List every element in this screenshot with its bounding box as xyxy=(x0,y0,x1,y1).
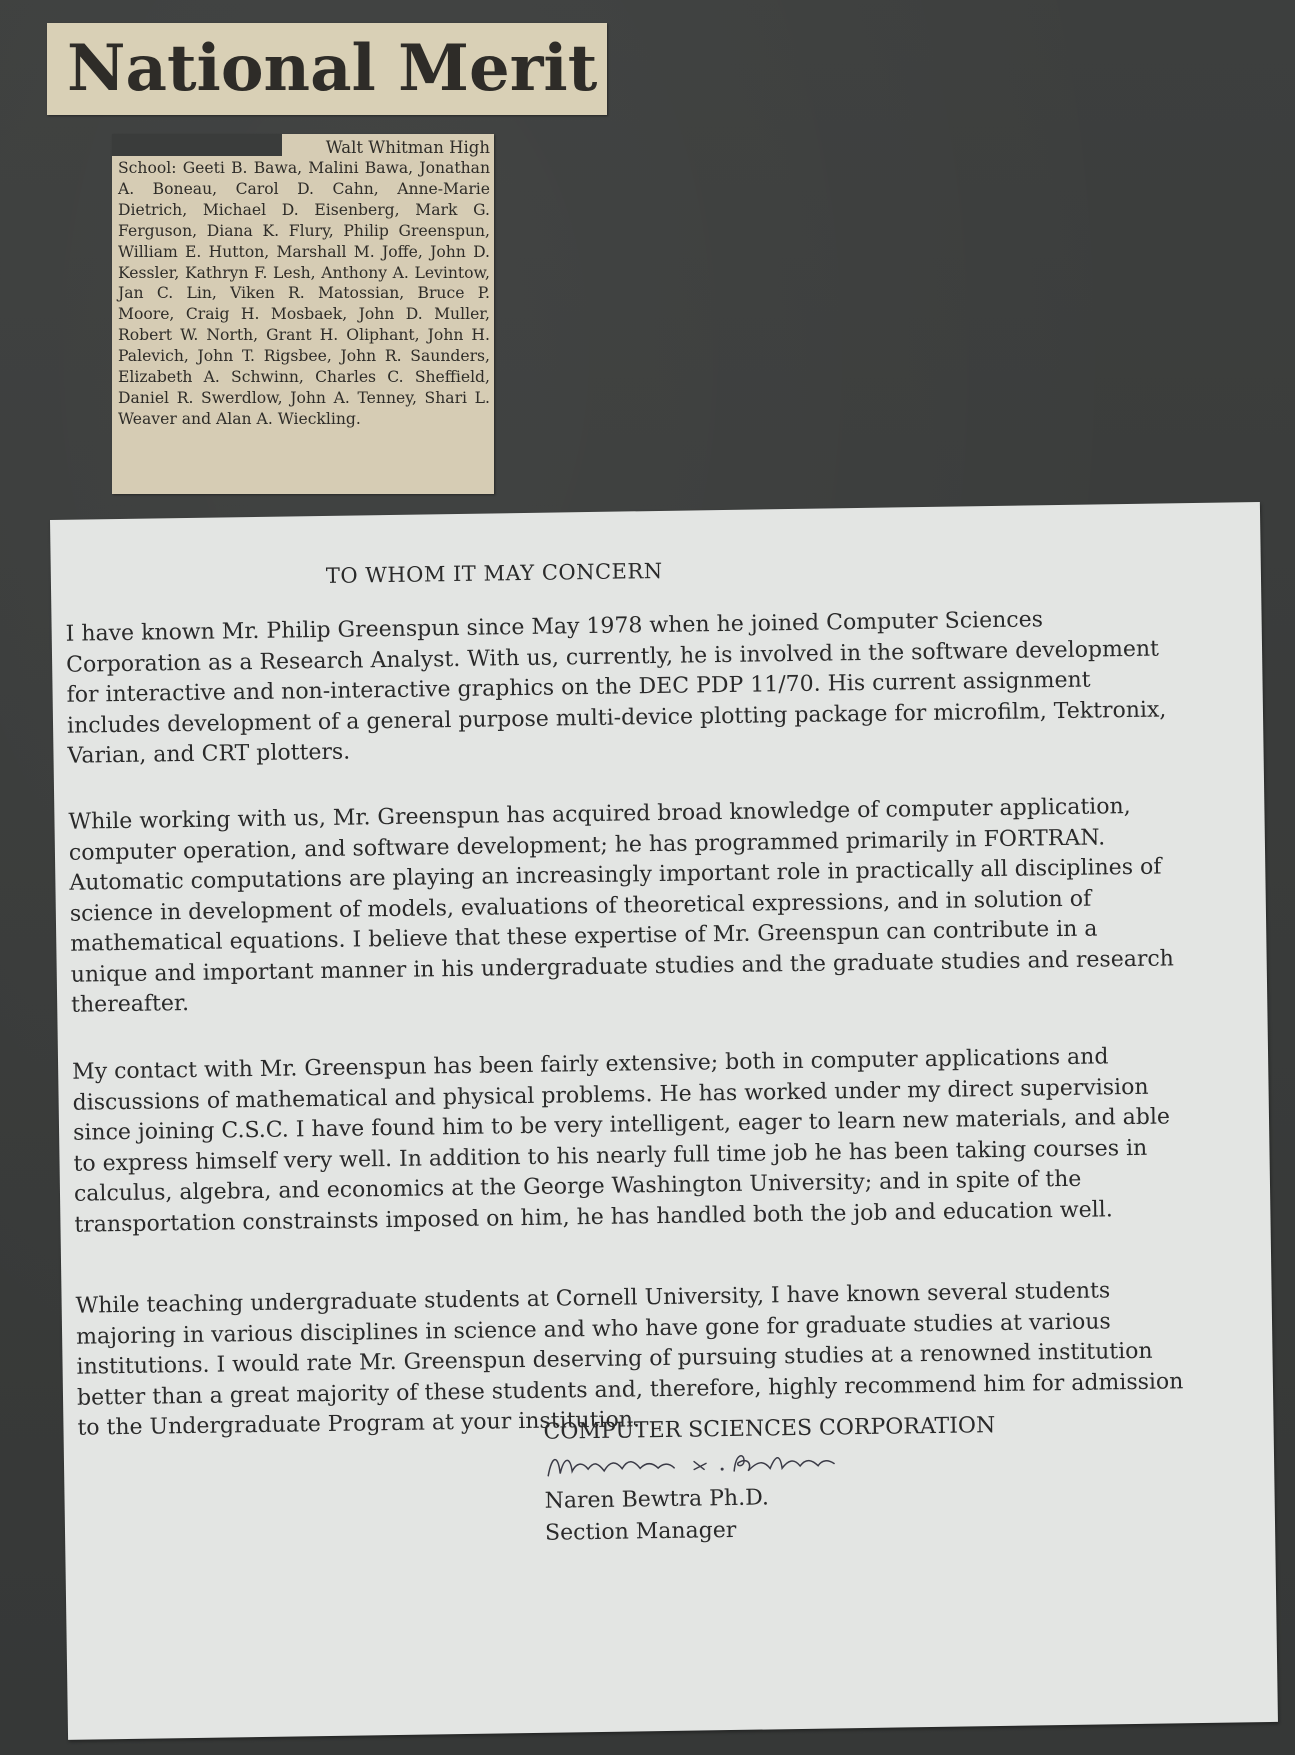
letter-paragraph-1: I have known Mr. Philip Greenspun since May 1978 when he joined Computer Sciences Corporation as a Research Analyst. With us, currently, he is involved in the software development for interactive and non-interactive graphics on the DEC PDP 11/70. His current assignment includes development of a general purpose multi-device plotting package for microfilm, Tektronix, Varian, and CRT plotters. xyxy=(65,607,1167,769)
signature-name: Naren Bewtra Ph.D. xyxy=(544,1485,770,1514)
recommendation-letter xyxy=(50,502,1278,1740)
letter-title: TO WHOM IT MAY CONCERN xyxy=(325,558,663,588)
letter-paragraph-4: While teaching undergraduate students at Cornell University, I have known several students majoring in various disciplines in science and who have gone for graduate studies at various institutions. I would rate Mr. Greenspun deserving of pursuing studies at a renowned institution better than a great majority of these students and, therefore, highly recommend him for admission to the Undergraduate Program at your institution. xyxy=(75,1278,1184,1441)
headline-text: National Merit xyxy=(67,31,598,106)
handwritten-signature xyxy=(544,1445,844,1483)
signature-block xyxy=(543,1411,997,1550)
clipping-first-line: Walt Whitman High xyxy=(325,138,490,157)
clipping-cut-corner xyxy=(112,134,282,156)
signature-company: COMPUTER SCIENCES CORPORATION xyxy=(543,1413,996,1445)
letter-paragraph-3: My contact with Mr. Greenspun has been fairly extensive; both in computer applications and discussions of mathematical and physical problems. He has worked under my direct supervision since joining C.S.C. I have found him to be very intelligent, eager to learn new materials, and able to express himself very well. In addition to his nearly full time job he has been taking courses in calculus, algebra, and economics at the George Washington University; and in spite of the transportation constrainsts imposed on him, he has handled both the job and education well. xyxy=(72,1044,1171,1238)
newspaper-clipping xyxy=(112,134,494,494)
headline-clipping xyxy=(47,23,607,115)
clipping-body: School: Geeti B. Bawa, Malini Bawa, Jonathan A. Boneau, Carol D. Cahn, Anne-Marie Dietrich, Michael D. Eisenberg, Mark G. Ferguson, Diana K. Flury, Philip Greenspun, William E. Hutton, Marshall M. Joffe, John D. Kessler, Kathryn F. Lesh, Anthony A. Levintow, Jan C. Lin, Viken R. Matossian, Bruce P. Moore, Craig H. Mosbaek, John D. Muller, Robert W. North, Grant H. Oliphant, John H. Palevich, John T. Rigsbee, John R. Saunders, Elizabeth A. Schwinn, Charles C. Sheffield, Daniel R. Swerdlow, John A. Tenney, Shari L. Weaver and Alan A. Wieckling. xyxy=(118,159,490,428)
signature-title: Section Manager xyxy=(544,1517,737,1546)
letter-paragraph-2: While working with us, Mr. Greenspun has acquired broad knowledge of computer application, computer operation, and software development; he has programmed primarily in FORTRAN. Automatic computations are playing an increasingly important role in practically all disciplines of science in development of models, evaluations of theoretical expressions, and in solution of mathematical equations. I believe that these expertise of Mr. Greenspun can contribute in a unique and important manner in his undergraduate studies and the graduate studies and research thereafter. xyxy=(68,794,1175,1018)
